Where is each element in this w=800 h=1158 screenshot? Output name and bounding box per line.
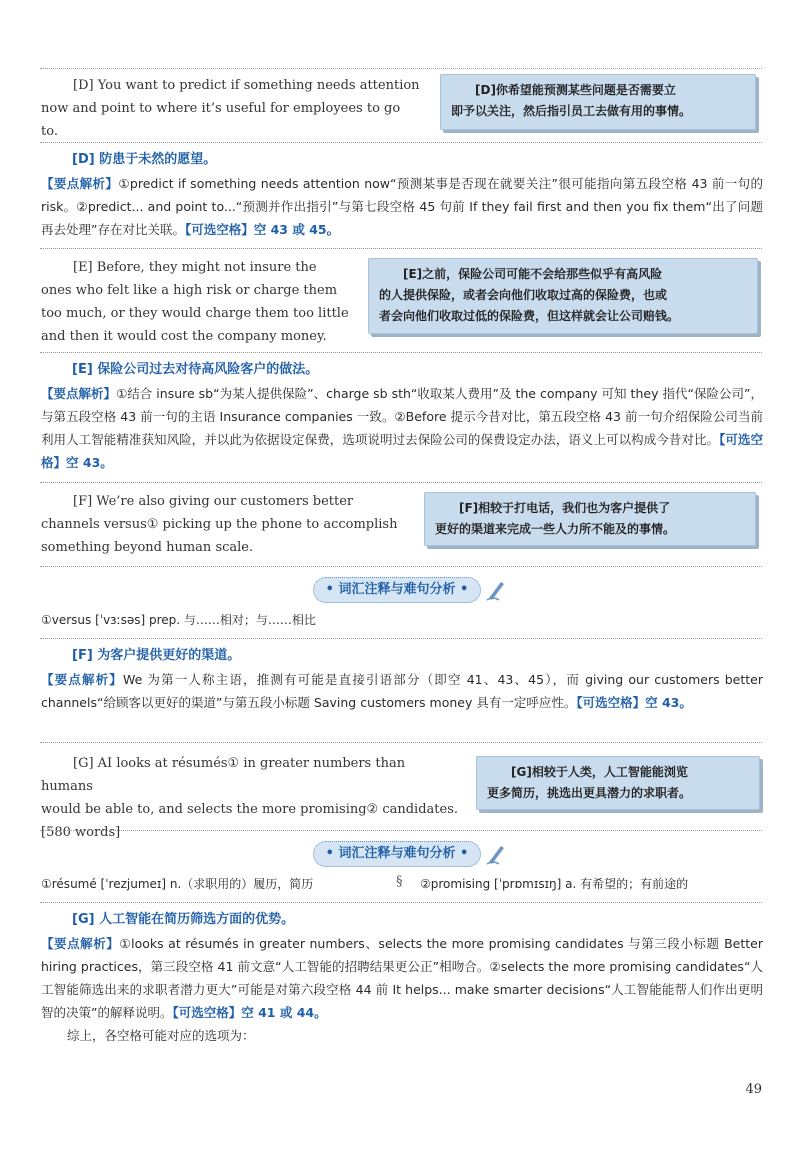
vocab-entry: ①résumé [ˈrezjumeɪ] n.（求职用的）履历，简历 [41, 877, 314, 891]
analysis-label: 【要点解析】 [41, 176, 119, 191]
option-label: 【可选空格】 [576, 695, 646, 710]
option-e-analysis [41, 382, 763, 474]
option-text: 空 43。 [645, 695, 692, 710]
option-d-english [41, 74, 421, 143]
analysis-label: 【要点解析】 [41, 386, 117, 401]
text-line: something beyond human scale. [41, 540, 254, 555]
analysis-label: 【要点解析】 [41, 672, 123, 687]
dotted-divider [40, 638, 762, 639]
vocab-heading-f [300, 576, 520, 604]
option-f-analysis [41, 668, 763, 714]
dotted-divider [40, 142, 762, 143]
dotted-divider [40, 352, 762, 353]
pen-icon [485, 578, 507, 602]
text-line: [G] AI looks at résumés① in greater numbers than humans [41, 756, 406, 794]
text-line: [F] We’re also giving our customers better [73, 494, 354, 509]
analysis-label: 【要点解析】 [41, 936, 120, 951]
option-d-analysis [41, 172, 763, 241]
dotted-divider [40, 902, 762, 903]
vocab-title: • 词汇注释与难句分析 • [313, 841, 482, 867]
option-label: 【可选空格】 [172, 1005, 242, 1020]
text-line: and then it would cost the company money. [41, 329, 327, 344]
option-e-title: [E] 保险公司过去对待高风险客户的做法。 [72, 362, 319, 377]
text-line: ones who felt like a high risk or charge them [41, 283, 338, 298]
option-f-english [41, 490, 421, 559]
analysis-text: ①looks at résumés in greater numbers、selects the more promising candidates 与第三段小标题 Better hiring practices，第三段空格 41 前文意“人工智能的招聘结果更公正”相吻合。②selects the more promising candidates“人工智能筛选出来的求职者潜力更大”可能是对第六段空格 44 前 It helps... make smarter decisions“人工智能能帮人们作出更明智的决策”的解释说明。 [41, 936, 763, 1020]
dotted-divider [40, 566, 762, 567]
dotted-divider [40, 68, 762, 69]
pen-icon [485, 842, 507, 866]
text-line: now and point to where it’s useful for employees to go to. [41, 101, 401, 139]
vocab-entry: ①versus [ˈvɜːsəs] prep. 与……相对；与……相比 [41, 613, 316, 627]
text-line: 即予以关注，然后指引员工去做有用的事情。 [451, 104, 692, 118]
text-line: 者会向他们收取过低的保险费，但这样就会让公司赔钱。 [379, 309, 680, 323]
option-d-translation [440, 74, 756, 130]
text-line: [E]之前，保险公司可能不会给那些似乎有高风险 [403, 267, 663, 281]
text-line: [F]相较于打电话，我们也为客户提供了 [459, 501, 671, 515]
option-text: 空 43 或 45。 [253, 222, 340, 237]
dotted-divider [40, 482, 762, 483]
option-g-title: [G] 人工智能在简历筛选方面的优势。 [72, 912, 295, 927]
option-e-english [41, 256, 357, 348]
vocab-separator: § [396, 874, 403, 889]
option-f-translation [424, 492, 756, 546]
dotted-divider [40, 248, 762, 249]
option-d-title: [D] 防患于未然的愿望。 [72, 152, 217, 167]
summary-line: 综上，各空格可能对应的选项为： [67, 1028, 255, 1043]
text-line: channels versus① picking up the phone to accomplish [41, 517, 398, 532]
option-f-title: [F] 为客户提供更好的渠道。 [72, 648, 241, 663]
text-line: would be able to, and selects the more promising② candidates. [41, 802, 459, 817]
analysis-text: ①predict if something needs attention now“预测某事是否现在就要关注”很可能指向第五段空格 43 前一句的 risk。②predict... and point to...“预测并作出指引”与第七段空格 45 句前 If they fail first and then you fix them“出了问题再去处理”存在对比关联。 [41, 176, 763, 237]
text-line: too much, or they would charge them too little [41, 306, 349, 321]
option-label: 【可选空格】 [41, 432, 763, 470]
option-text: 空 43。 [66, 455, 113, 470]
text-line: 的人提供保险，或者会向他们收取过高的保险费，也或 [379, 288, 668, 302]
text-line: [580 words] [41, 825, 121, 840]
vocab-title: • 词汇注释与难句分析 • [313, 577, 482, 603]
dotted-divider [40, 830, 762, 831]
vocab-entry: ②promising [ˈprɒmɪsɪŋ] a. 有希望的；有前途的 [420, 877, 689, 891]
text-line: [G]相较于人类，人工智能能浏览 [511, 765, 688, 779]
text-line: 更好的渠道来完成一些人力所不能及的事情。 [435, 522, 676, 536]
dotted-divider [40, 742, 762, 743]
text-line: [E] Before, they might not insure the [73, 260, 317, 275]
vocab-heading-g [290, 840, 530, 868]
analysis-text: We 为第一人称主语，推测有可能是直接引语部分（即空 41、43、45），而 giving our customers better channels“给顾客以更好的渠道”与第五段小标题 Saving customers money 具有一定呼应性。 [41, 672, 763, 710]
option-text: 空 41 或 44。 [241, 1005, 327, 1020]
page-number: 49 [745, 1082, 762, 1097]
text-line: [D]你希望能预测某些问题是否需要立 [475, 83, 676, 97]
option-g-translation [476, 756, 760, 810]
text-line: [D] You want to predict if something needs attention [73, 78, 420, 93]
analysis-text: ①结合 insure sb“为某人提供保险”、charge sb sth“收取某人费用”及 the company 可知 they 指代“保险公司”，与第五段空格 43 前一句的主语 Insurance companies 一致。②Before 提示今昔对比，第五段空格 43 前一句介绍保险公司当前利用人工智能精准获知风险，并以此为依据设定保费，选项说明过去保险公司的保费设定办法，语义上可以构成今昔对比。 [41, 386, 763, 447]
option-g-analysis [41, 932, 763, 1024]
text-line: 更多简历，挑选出更具潜力的求职者。 [487, 786, 692, 800]
option-e-translation [368, 258, 758, 334]
option-label: 【可选空格】 [184, 222, 254, 237]
